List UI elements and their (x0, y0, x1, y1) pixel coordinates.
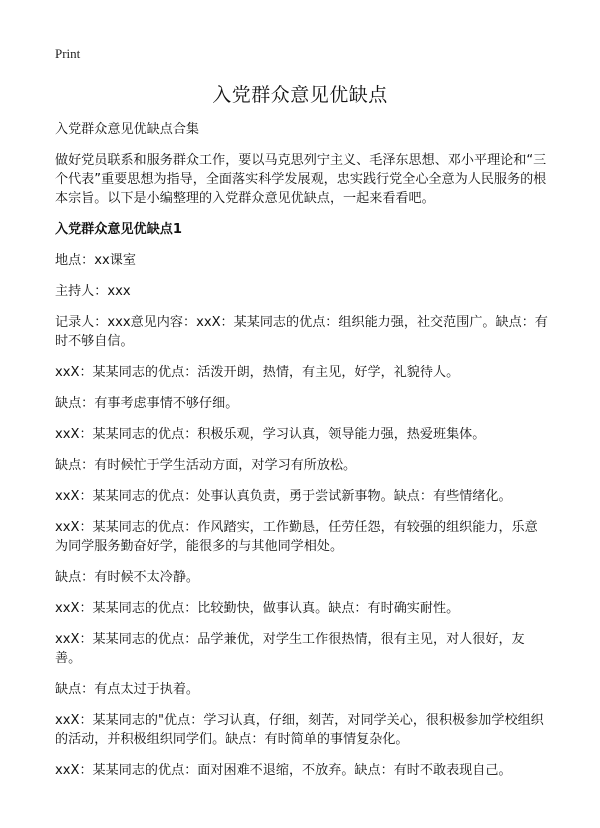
paragraph: 缺点：有时候不太冷静。 (55, 570, 200, 585)
paragraph: 缺点：有点太过于执着。 (55, 682, 200, 697)
paragraph: xxX：某某同志的"优点：学习认真，仔细，刻苦，对同学关心，很积极参加学校组织的活动，并积极组织同学们。缺点：有时简单的事情复杂化。 (55, 713, 544, 747)
paragraph: xxX：某某同志的优点：积极乐观，学习认真，领导能力强，热爱班集体。 (55, 427, 486, 442)
print-link[interactable]: Print (55, 46, 81, 61)
paragraph: xxX：某某同志的优点：处事认真负责，勇于尝试新事物。缺点：有些情绪化。 (55, 489, 512, 504)
paragraph-recorder: 记录人：xxx意见内容：xxX：某某同志的优点：组织能力强，社交范围广。缺点：有时不够自信。 (55, 315, 548, 349)
section-heading: 入党群众意见优缺点1 (55, 222, 182, 237)
document-title: 入党群众意见优缺点 (212, 84, 388, 106)
document-subtitle: 入党群众意见优缺点合集 (55, 122, 200, 137)
document-body (55, 120, 550, 792)
paragraph-host: 主持人：xxx (55, 284, 131, 299)
paragraph: 缺点：有事考虑事情不够仔细。 (55, 396, 239, 411)
paragraph: xxX：某某同志的优点：活泼开朗，热情，有主见，好学，礼貌待人。 (55, 365, 460, 380)
paragraph: xxX：某某同志的优点：品学兼优，对学生工作很热情，很有主见，对人很好，友善。 (55, 632, 525, 666)
paragraph-location: 地点：xx课室 (55, 253, 136, 268)
paragraph: xxX：某某同志的优点：作风踏实，工作勤恳，任劳任怨，有较强的组织能力，乐意为同学服务勤奋好学，能很多的与其他同学相处。 (55, 520, 538, 554)
intro-paragraph: 做好党员联系和服务群众工作，要以马克思列宁主义、毛泽东思想、邓小平理论和“三个代表”重要思想为指导，全面落实科学发展观，忠实践行党全心全意为人民服务的根本宗旨。以下是小编整理的入党群众意见优缺点，一起来看看吧。 (55, 153, 547, 206)
paragraph: 缺点：有时候忙于学生活动方面，对学习有所放松。 (55, 458, 357, 473)
paragraph: xxX：某某同志的优点：面对困难不退缩，不放弃。缺点：有时不敢表现自己。 (55, 763, 512, 778)
paragraph: xxX：某某同志的优点：比较勤快，做事认真。缺点：有时确实耐性。 (55, 601, 460, 616)
